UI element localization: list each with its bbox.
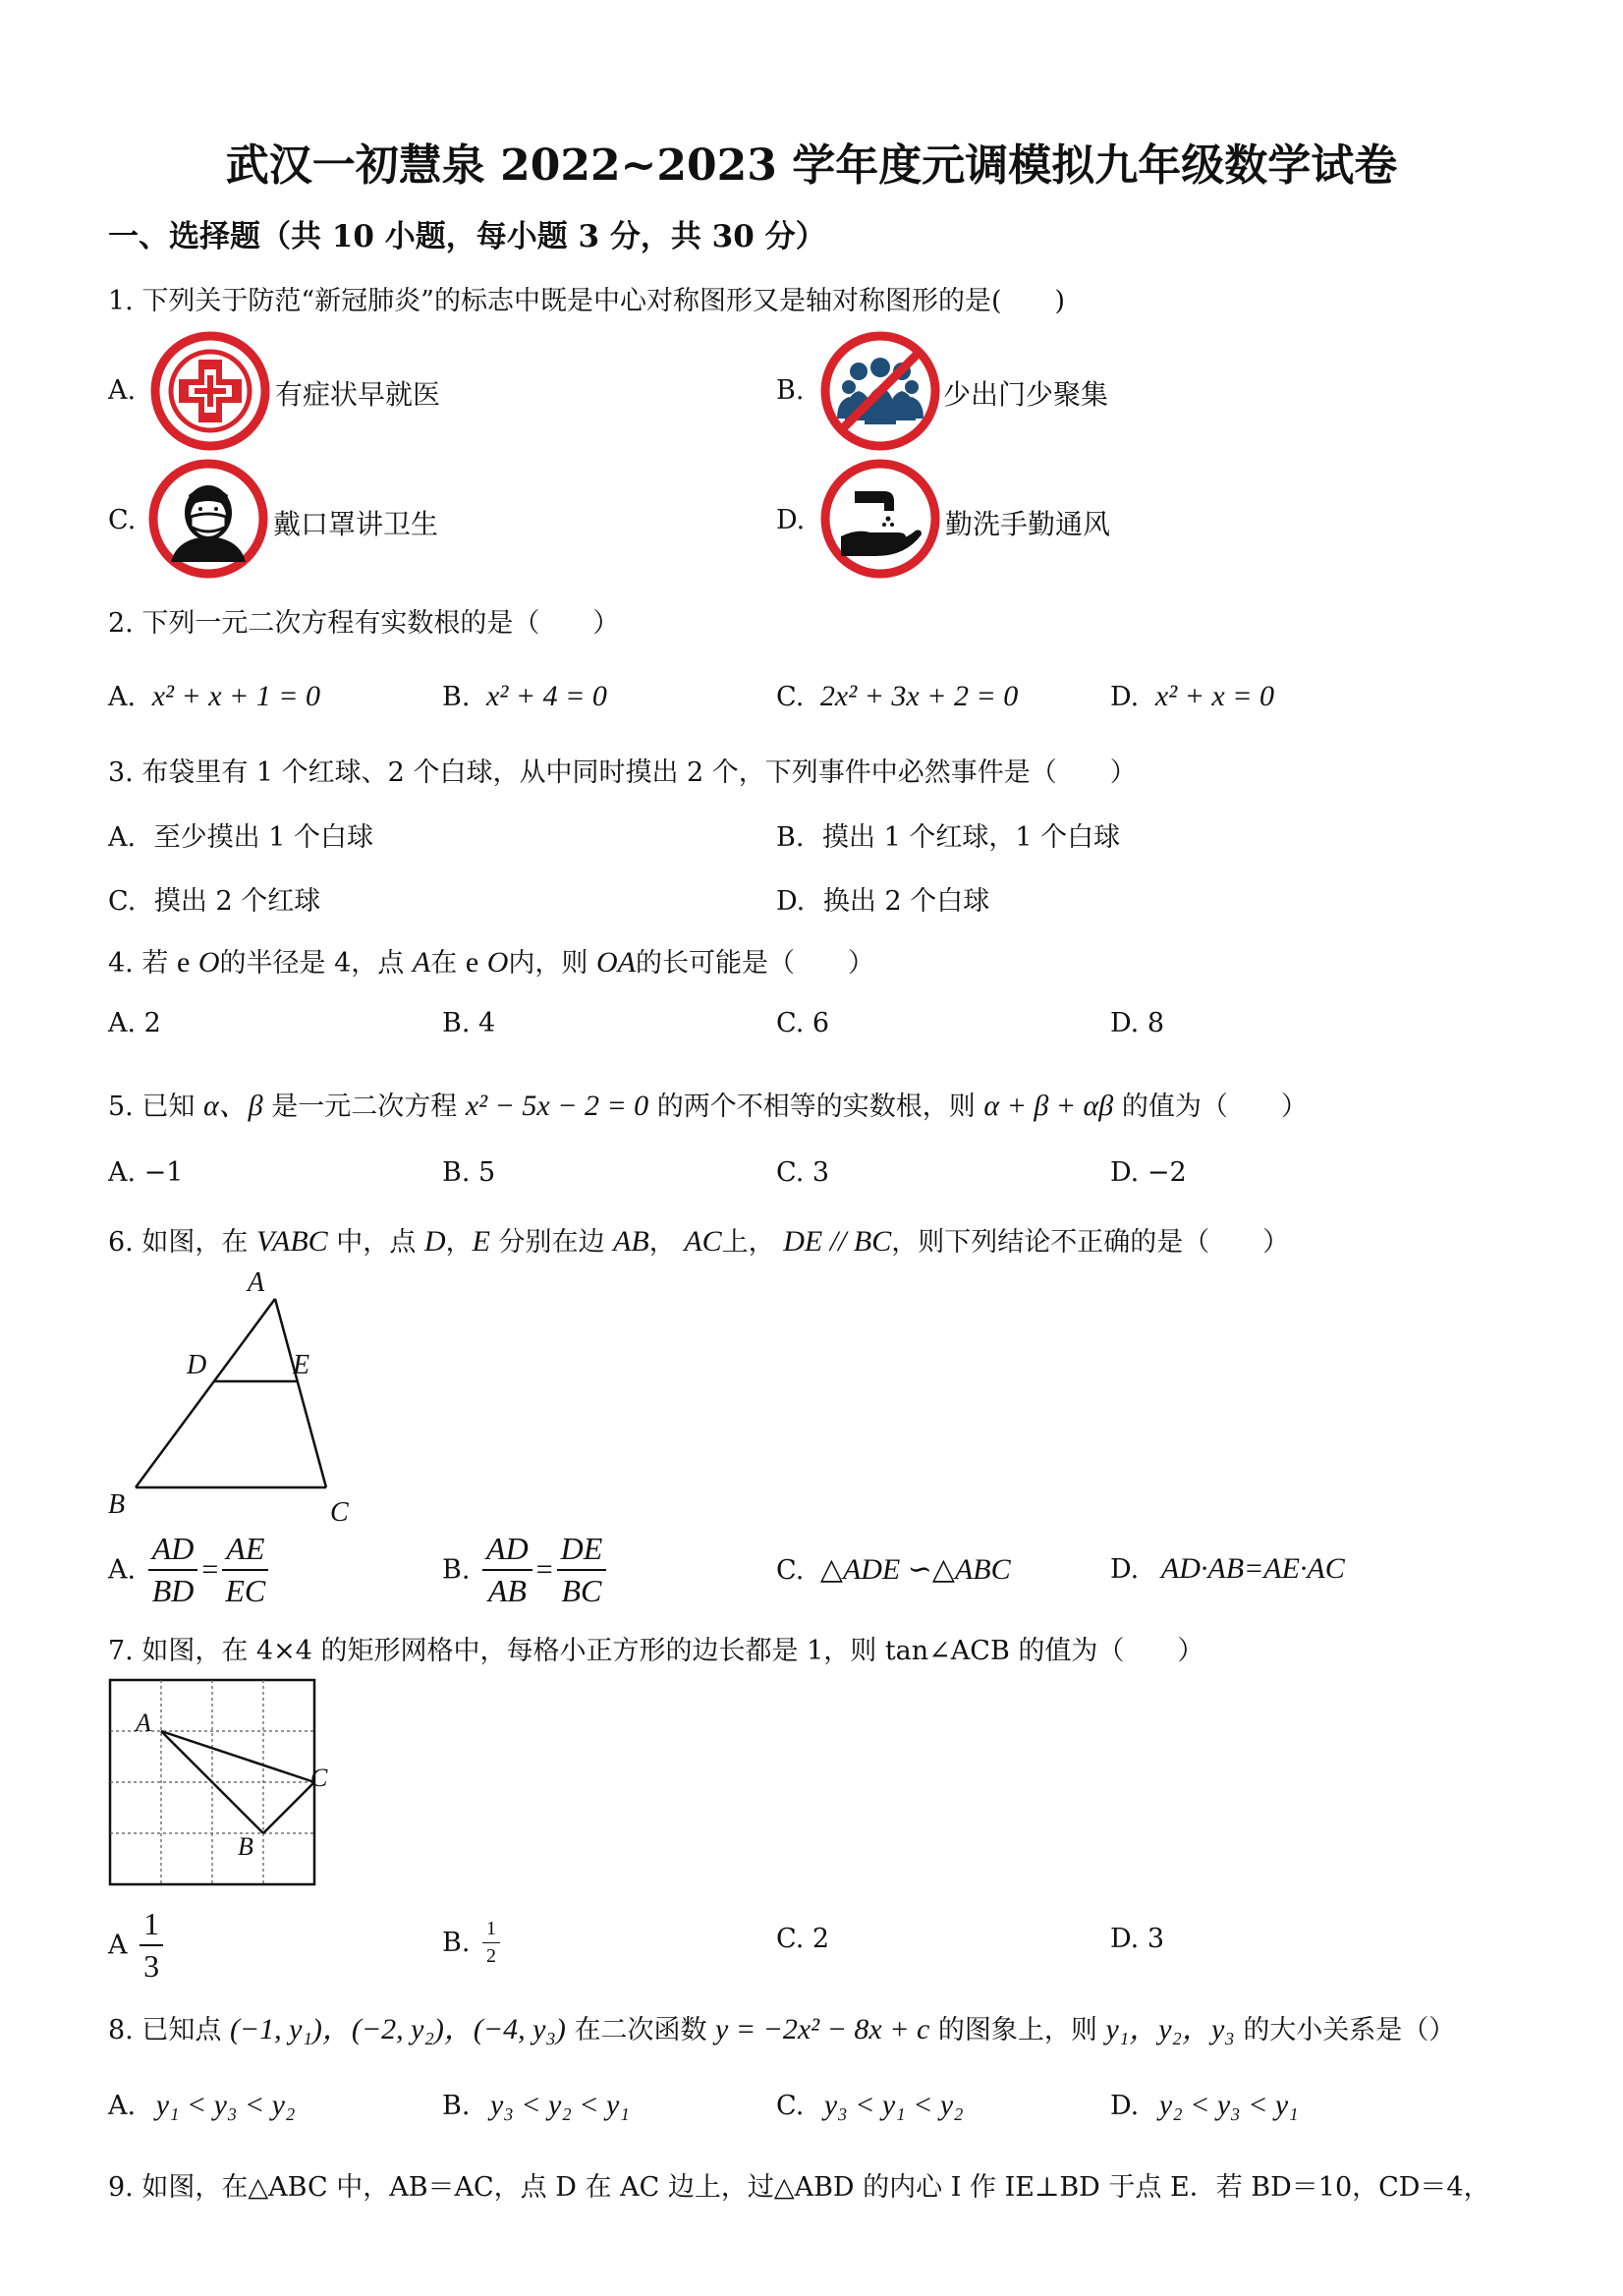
q8-option-a bbox=[108, 2089, 295, 2122]
q6-b-num1: AD bbox=[482, 1531, 532, 1571]
q2-option-c-letter: C. bbox=[776, 682, 805, 712]
q4-option-d: D. 8 bbox=[1110, 1008, 1165, 1038]
q3-option-a-text: 至少摸出 1 个白球 bbox=[153, 822, 374, 853]
q7-a-den: 3 bbox=[143, 1948, 160, 1984]
q6-option-a bbox=[108, 1531, 272, 1609]
q8-option-d-letter: D. bbox=[1110, 2091, 1140, 2121]
q7-label-c: C bbox=[310, 1764, 328, 1792]
q1-option-b-label: 少出门少聚集 bbox=[943, 378, 1109, 411]
q3-option-a-letter: A. bbox=[108, 822, 137, 853]
q6-stem-e: ，则下列结论不正确的是（ ） bbox=[891, 1227, 1290, 1258]
q2-option-b bbox=[442, 680, 607, 713]
q6-option-d bbox=[1110, 1552, 1345, 1586]
q4-point-a: A bbox=[412, 946, 431, 979]
q3-option-b-letter: B. bbox=[776, 822, 805, 853]
q1-option-b-letter: B. bbox=[776, 375, 805, 406]
q7-b-den: 2 bbox=[486, 1945, 497, 1967]
q3-option-c-text: 摸出 2 个红球 bbox=[153, 886, 321, 917]
q2-option-b-letter: B. bbox=[442, 682, 471, 712]
q3-option-b bbox=[776, 815, 1120, 854]
q2-option-a bbox=[108, 680, 320, 713]
q8-vars: y₁，y₂，y₃ bbox=[1105, 2013, 1235, 2045]
q6-a-den2: EC bbox=[225, 1573, 266, 1608]
q8-option-b-letter: B. bbox=[442, 2091, 471, 2121]
question-6-stem bbox=[108, 1220, 1289, 1259]
q7-grid-figure bbox=[108, 1678, 328, 1886]
red-cross-icon bbox=[149, 330, 271, 452]
q2-option-d-letter: D. bbox=[1110, 682, 1140, 712]
q1-option-d-letter: D. bbox=[776, 505, 806, 535]
q6-stem-c: 分别在边 bbox=[498, 1227, 605, 1258]
question-7-stem: 7. 如图，在 4×4 的矩形网格中，每格小正方形的边长都是 1，则 tan∠ACB 的值为（ ） bbox=[108, 1636, 1204, 1666]
q6-stem-d: 上， bbox=[721, 1227, 775, 1258]
q2-option-c-expr: 2x² + 3x + 2 = 0 bbox=[819, 680, 1019, 712]
q6-parallel: DE // BC bbox=[783, 1225, 892, 1258]
q3-option-c bbox=[108, 879, 320, 918]
q4-stem-d: 内，则 bbox=[508, 948, 588, 979]
q6-label-a: A bbox=[248, 1267, 265, 1298]
q8-option-a-letter: A. bbox=[108, 2091, 137, 2121]
q8-stem-d: 的大小关系是（） bbox=[1243, 2015, 1456, 2045]
q2-option-a-expr: x² + x + 1 = 0 bbox=[151, 680, 321, 712]
q2-option-d-expr: x² + x = 0 bbox=[1154, 680, 1274, 712]
q1-option-a-label: 有症状早就医 bbox=[275, 378, 441, 411]
q5-stem-c: 的两个不相等的实数根，则 bbox=[656, 1092, 976, 1122]
q4-segment-oa: OA bbox=[596, 946, 636, 979]
q3-option-d-text: 换出 2 个白球 bbox=[822, 886, 990, 917]
q6-option-d-expr: AD·AB=AE·AC bbox=[1160, 1552, 1345, 1585]
q5-option-b: B. 5 bbox=[442, 1157, 496, 1188]
q5-stem-a: 5. 已知 bbox=[108, 1092, 196, 1122]
q3-option-c-letter: C. bbox=[108, 886, 137, 917]
q4-stem-c: 在 bbox=[430, 948, 458, 979]
q6-triangle-figure bbox=[108, 1267, 364, 1528]
q3-option-d bbox=[776, 879, 989, 918]
q7-b-num: 1 bbox=[482, 1918, 500, 1943]
q4-option-c: C. 6 bbox=[776, 1008, 830, 1038]
q4-option-b: B. 4 bbox=[442, 1008, 496, 1038]
q6-option-b-letter: B. bbox=[442, 1554, 471, 1586]
q7-option-b-letter: B. bbox=[442, 1928, 471, 1958]
mask-face-icon bbox=[147, 458, 269, 580]
q6-stem-a: 6. 如图，在 bbox=[108, 1227, 249, 1258]
q6-option-b bbox=[442, 1531, 610, 1609]
q5-option-c: C. 3 bbox=[776, 1157, 830, 1188]
q6-label-d: D bbox=[187, 1350, 207, 1380]
q1-option-a-letter: A. bbox=[108, 375, 137, 406]
q4-stem-e: 的长可能是（ ） bbox=[636, 948, 874, 979]
q2-option-c bbox=[776, 680, 1018, 713]
q4-circle-o-2: O bbox=[486, 946, 509, 979]
q6-option-d-letter: D. bbox=[1110, 1554, 1140, 1585]
q8-option-d bbox=[1110, 2089, 1299, 2122]
q6-comma: ， bbox=[648, 1227, 676, 1258]
q4-circle-o: O bbox=[197, 946, 220, 979]
q6-a-num1: AD bbox=[148, 1531, 198, 1571]
hand-wash-icon bbox=[819, 458, 941, 580]
q8-points: (−1, y₁)，(−2, y₂)，(−4, y₃) bbox=[229, 2013, 566, 2045]
q3-option-b-text: 摸出 1 个红球，1 个白球 bbox=[822, 822, 1121, 853]
q7-label-a: A bbox=[136, 1708, 151, 1737]
question-4-stem bbox=[108, 941, 874, 980]
q1-option-d-label: 勤洗手勤通风 bbox=[945, 508, 1111, 540]
q7-label-b: B bbox=[238, 1832, 253, 1861]
q7-a-num: 1 bbox=[140, 1906, 163, 1946]
q6-side-ac: AC bbox=[684, 1225, 722, 1258]
q6-a-eq: = bbox=[201, 1553, 219, 1586]
q3-option-d-letter: D. bbox=[776, 886, 806, 917]
no-crowd-icon bbox=[819, 330, 941, 452]
q5-option-d: D. −2 bbox=[1110, 1157, 1187, 1188]
q1-option-c-letter: C. bbox=[108, 505, 137, 535]
question-1-stem: 1. 下列关于防范“新冠肺炎”的标志中既是中心对称图形又是轴对称图形的是( ) bbox=[108, 286, 1066, 316]
q6-side-ab: AB bbox=[613, 1225, 649, 1258]
q5-option-a: A. −1 bbox=[108, 1157, 184, 1188]
q6-stem-b: 中，点 bbox=[336, 1227, 417, 1258]
q8-stem-b: 在二次函数 bbox=[574, 2015, 707, 2045]
q6-triangle: VABC bbox=[255, 1225, 328, 1258]
q6-a-den1: BD bbox=[151, 1573, 195, 1608]
question-5-stem bbox=[108, 1081, 1308, 1124]
q8-option-c bbox=[776, 2089, 964, 2122]
q6-label-e: E bbox=[293, 1350, 310, 1380]
q3-option-a bbox=[108, 815, 373, 854]
q6-label-c: C bbox=[330, 1497, 349, 1528]
question-8-stem bbox=[108, 2004, 1455, 2047]
q8-function: y = −2x² − 8x + c bbox=[715, 2013, 930, 2045]
q6-option-c bbox=[776, 1552, 1011, 1587]
q7-option-b bbox=[442, 1918, 504, 1968]
q7-option-a bbox=[108, 1906, 167, 1985]
q7-option-a-letter: A bbox=[108, 1930, 128, 1961]
q2-option-d bbox=[1110, 680, 1274, 713]
q6-option-c-letter: C. bbox=[776, 1555, 805, 1586]
q6-point-d: D bbox=[423, 1225, 446, 1258]
q1-option-c-label: 戴口罩讲卫生 bbox=[273, 508, 439, 540]
q6-option-a-letter: A. bbox=[108, 1554, 137, 1586]
question-9-stem: 9. 如图，在△ABC 中，AB＝AC，点 D 在 AC 边上，过△ABD 的内心 I 作 IE⊥BD 于点 E．若 BD＝10，CD＝4， bbox=[108, 2172, 1490, 2203]
q7-option-c: C. 2 bbox=[776, 1924, 830, 1954]
q8-option-c-expr: y₃ < y₁ < y₂ bbox=[823, 2089, 964, 2121]
q8-option-c-letter: C. bbox=[776, 2091, 805, 2121]
q4-circle-symbol-2: e bbox=[465, 946, 479, 979]
q6-b-den2: BC bbox=[561, 1573, 602, 1608]
q5-expression: α + β + αβ bbox=[983, 1090, 1114, 1122]
q7-option-d: D. 3 bbox=[1110, 1924, 1165, 1954]
q4-option-a: A. 2 bbox=[108, 1008, 161, 1038]
q5-stem-d: 的值为（ ） bbox=[1121, 1092, 1308, 1122]
q5-equation: x² − 5x − 2 = 0 bbox=[465, 1090, 649, 1122]
q8-stem-a: 8. 已知点 bbox=[108, 2015, 222, 2045]
q2-option-b-expr: x² + 4 = 0 bbox=[486, 680, 607, 712]
q6-label-b: B bbox=[108, 1489, 126, 1520]
q5-alpha-beta: α、β bbox=[202, 1090, 263, 1122]
q6-option-c-expr: △ADE ∽△ABC bbox=[819, 1553, 1011, 1586]
q8-stem-c: 的图象上，则 bbox=[937, 2015, 1097, 2045]
q8-option-a-expr: y₁ < y₃ < y₂ bbox=[155, 2089, 296, 2121]
section-heading: 一、选择题（共 10 小题，每小题 3 分，共 30 分） bbox=[108, 219, 826, 254]
q4-stem-a: 4. 若 bbox=[108, 948, 169, 979]
q8-option-b-expr: y₃ < y₂ < y₁ bbox=[490, 2089, 630, 2121]
q6-b-num2: DE bbox=[557, 1531, 607, 1571]
q6-b-eq: = bbox=[535, 1553, 553, 1586]
question-2-stem: 2. 下列一元二次方程有实数根的是（ ） bbox=[108, 608, 620, 639]
q4-circle-symbol: e bbox=[176, 946, 191, 979]
q4-stem-b: 的半径是 4，点 bbox=[219, 948, 405, 979]
q5-stem-b: 是一元二次方程 bbox=[271, 1092, 458, 1122]
question-3-stem: 3. 布袋里有 1 个红球、2 个白球，从中同时摸出 2 个，下列事件中必然事件是（ ） bbox=[108, 757, 1137, 788]
q8-option-d-expr: y₂ < y₃ < y₁ bbox=[1158, 2089, 1299, 2121]
q6-sep: ， bbox=[445, 1227, 473, 1258]
q6-b-den1: AB bbox=[487, 1573, 527, 1608]
q2-option-a-letter: A. bbox=[108, 682, 137, 712]
q8-option-b bbox=[442, 2089, 630, 2122]
page-title: 武汉一初慧泉 2022~2023 学年度元调模拟九年级数学试卷 bbox=[225, 140, 1398, 191]
q6-a-num2: AE bbox=[222, 1531, 268, 1571]
q6-point-e: E bbox=[472, 1225, 490, 1258]
